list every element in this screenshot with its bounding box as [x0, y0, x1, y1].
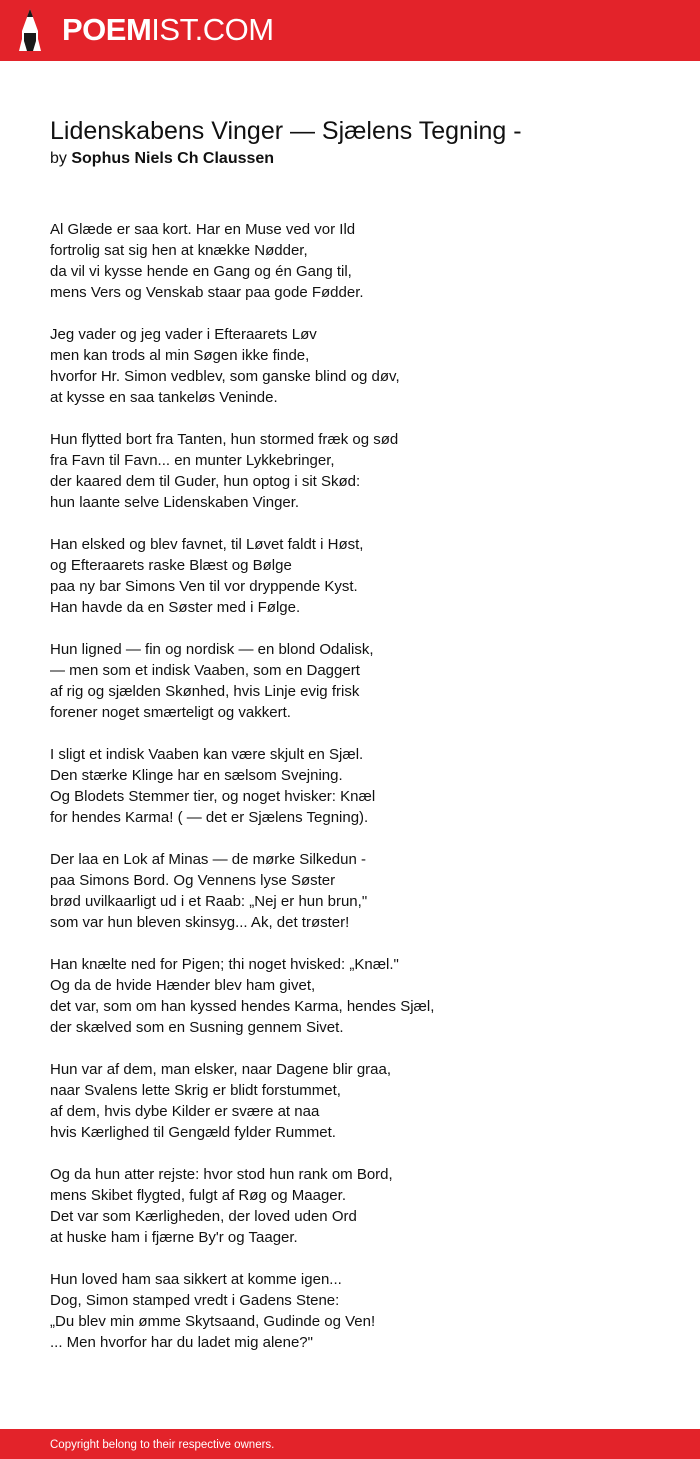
poem-line: Og Blodets Stemmer tier, og noget hvisker: Knæl — [50, 788, 376, 805]
stanza — [50, 744, 670, 828]
poem-line: „Du blev min ømme Skytsaand, Gudinde og Ven! — [50, 1313, 376, 1330]
poem-line: Det var som Kærligheden, der loved uden Ord — [50, 1208, 357, 1225]
poem-line: Hun loved ham saa sikkert at komme igen... — [50, 1271, 342, 1288]
site-footer — [0, 1429, 700, 1459]
poem-line: Og da de hvide Hænder blev ham givet, — [50, 977, 316, 994]
stanza — [50, 639, 670, 723]
poem-line: det var, som om han kyssed hendes Karma, hendes Sjæl, — [50, 998, 435, 1015]
poem-line: af rig og sjælden Skønhed, hvis Linje evig frisk — [50, 683, 360, 700]
poem-line: hun laante selve Lidenskaben Vinger. — [50, 494, 300, 511]
byline — [50, 149, 274, 169]
poem-line: der kaared dem til Guder, hun optog i sit Skød: — [50, 473, 361, 490]
poem-body — [50, 219, 670, 1374]
poem-line: hvis Kærlighed til Gengæld fylder Rummet. — [50, 1124, 336, 1141]
poem-line: I sligt et indisk Vaaben kan være skjult en Sjæl. — [50, 746, 364, 763]
poem-title: Lidenskabens Vinger — Sjælens Tegning - — [50, 117, 522, 145]
poem-line: som var hun bleven skinsyg... Ak, det trøster! — [50, 914, 350, 931]
stanza — [50, 1164, 670, 1248]
poem-line: fra Favn til Favn... en munter Lykkebringer, — [50, 452, 335, 469]
poem-line: Den stærke Klinge har en sælsom Svejning. — [50, 767, 343, 784]
poem-line: Han elsked og blev favnet, til Løvet faldt i Høst, — [50, 536, 364, 553]
poem-line: da vil vi kysse hende en Gang og én Gang til, — [50, 263, 352, 280]
stanza — [50, 219, 670, 303]
poem-line: der skælved som en Susning gennem Sivet. — [50, 1019, 344, 1036]
poem-line: at kysse en saa tankeløs Veninde. — [50, 389, 278, 406]
poem-line: Al Glæde er saa kort. Har en Muse ved vor Ild — [50, 221, 356, 238]
poem-line: fortrolig sat sig hen at knække Nødder, — [50, 242, 308, 259]
poem-line: mens Skibet flygted, fulgt af Røg og Maager. — [50, 1187, 346, 1204]
stanza — [50, 849, 670, 933]
logo-bold-text: POEM — [62, 12, 152, 47]
stanza — [50, 429, 670, 513]
poem-line: for hendes Karma! ( — det er Sjælens Tegning). — [50, 809, 369, 826]
poem-line: paa Simons Bord. Og Vennens lyse Søster — [50, 872, 336, 889]
poem-line: Dog, Simon stamped vredt i Gadens Stene: — [50, 1292, 340, 1309]
poem-line: mens Vers og Venskab staar paa gode Fødder. — [50, 284, 364, 301]
poem-line: Der laa en Lok af Minas — de mørke Silkedun - — [50, 851, 366, 868]
poem-line: at huske ham i fjærne By'r og Taager. — [50, 1229, 298, 1246]
stanza — [50, 1269, 670, 1353]
author-name[interactable]: Sophus Niels Ch Claussen — [71, 150, 275, 167]
poem-line: Hun ligned — fin og nordisk — en blond Odalisk, — [50, 641, 374, 658]
poem-line: hvorfor Hr. Simon vedblev, som ganske blind og døv, — [50, 368, 400, 385]
poem-line: paa ny bar Simons Ven til vor dryppende Kyst. — [50, 578, 358, 595]
poem-line: og Efteraarets raske Blæst og Bølge — [50, 557, 292, 574]
logo-light-text: IST.COM — [151, 12, 274, 47]
poem-line: Hun flytted bort fra Tanten, hun stormed fræk og sød — [50, 431, 399, 448]
pencil-tip-icon[interactable] — [18, 9, 42, 51]
copyright-text: Copyright belong to their respective owners. — [50, 1439, 275, 1451]
poem-line: Hun var af dem, man elsker, naar Dagene blir graa, — [50, 1061, 392, 1078]
poem-line: — men som et indisk Vaaben, som en Daggert — [50, 662, 360, 679]
stanza — [50, 324, 670, 408]
poem-line: Han havde da en Søster med i Følge. — [50, 599, 301, 616]
poem-line: naar Svalens lette Skrig er blidt forstummet, — [50, 1082, 341, 1099]
stanza — [50, 534, 670, 618]
poem-line: brød uvilkaarligt ud i et Raab: „Nej er hun brun," — [50, 893, 368, 910]
poem-line: af dem, hvis dybe Kilder er svære at naa — [50, 1103, 320, 1120]
poem-line: Han knælte ned for Pigen; thi noget hvisked: „Knæl." — [50, 956, 399, 973]
poem-line: Og da hun atter rejste: hvor stod hun rank om Bord, — [50, 1166, 393, 1183]
poem-line: Jeg vader og jeg vader i Efteraarets Løv — [50, 326, 317, 343]
stanza — [50, 1059, 670, 1143]
poem-line: men kan trods al min Søgen ikke finde, — [50, 347, 310, 364]
site-header — [0, 0, 700, 61]
site-logo[interactable] — [62, 12, 274, 48]
by-label: by — [50, 150, 67, 167]
poem-line: ... Men hvorfor har du ladet mig alene?" — [50, 1334, 313, 1351]
stanza — [50, 954, 670, 1038]
poem-line: forener noget smærteligt og vakkert. — [50, 704, 291, 721]
